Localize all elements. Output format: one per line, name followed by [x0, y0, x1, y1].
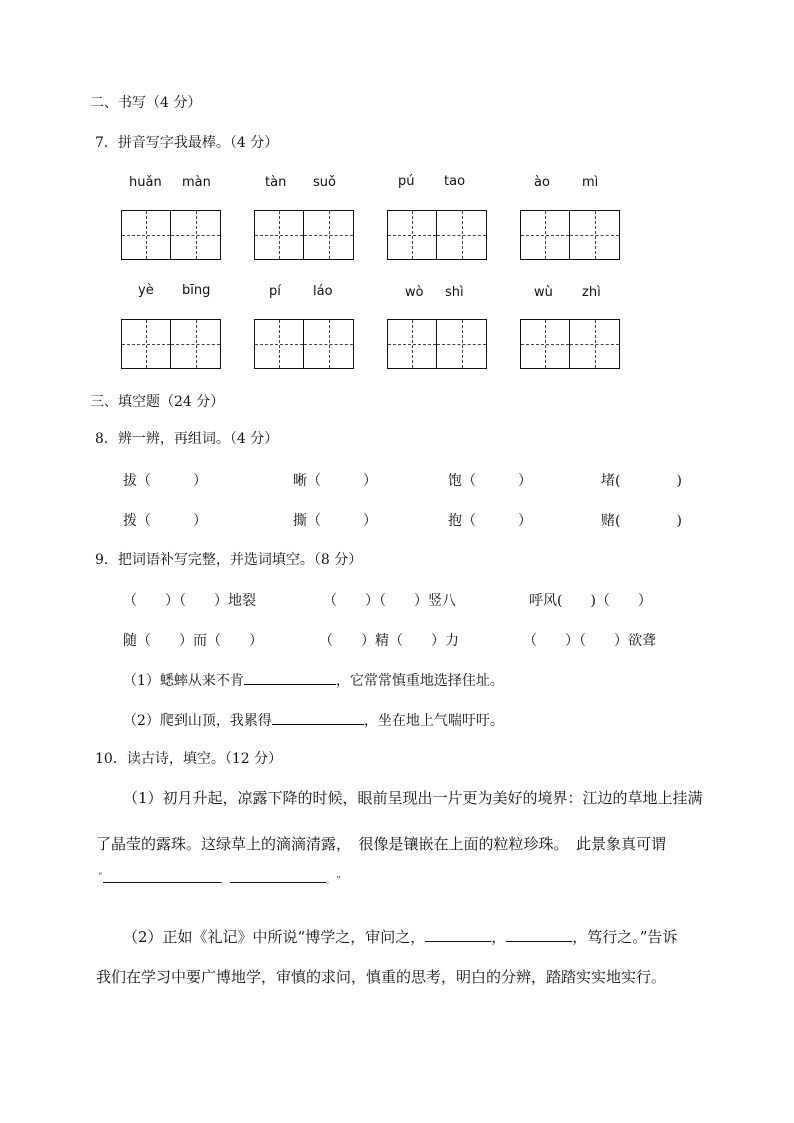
writing-cell[interactable] — [254, 319, 304, 369]
section-3-title: 三、填空题（24 分） — [90, 394, 225, 410]
writing-grid[interactable] — [387, 210, 487, 260]
q9-sentence-2-end: ，坐在地上气喘吁吁。 — [363, 713, 504, 729]
writing-grid[interactable] — [121, 210, 221, 260]
q9-sentence-2-start: （2）爬到山顶，我累得 — [123, 713, 272, 729]
q8-item[interactable]: 堵( ) — [601, 473, 682, 489]
q10-paragraph-1-line-2: 了晶莹的露珠。这绿草上的滴滴清露， 很像是镶嵌在上面的粒粒珍珠。 此景象真可谓 — [96, 835, 667, 853]
pinyin: shì — [445, 285, 464, 300]
writing-grid[interactable] — [387, 319, 487, 369]
writing-cell[interactable] — [171, 319, 221, 369]
pinyin: yè — [138, 283, 154, 298]
answer-blank[interactable] — [103, 872, 221, 883]
writing-grid[interactable] — [121, 319, 221, 369]
pinyin: tàn — [265, 175, 287, 190]
q9-sentence-1-start: （1）蟋蟀从来不肯 — [123, 673, 244, 689]
q8-item[interactable]: 抱（ ） — [448, 513, 532, 529]
section-2-title: 二、书写（4 分） — [90, 95, 202, 111]
q10-p2-start: （2）正如《礼记》中所说“博学之，审问之， — [123, 928, 426, 946]
pinyin: huǎn — [129, 175, 162, 190]
q8-item[interactable]: 饱（ ） — [448, 473, 532, 489]
q8-item[interactable]: 晰（ ） — [293, 473, 377, 489]
q9-sentence-1-end: ，它常常慎重地选择住址。 — [335, 673, 504, 689]
writing-cell[interactable] — [304, 210, 354, 260]
question-8-title: 8．辨一辨，再组词。（4 分） — [95, 431, 279, 447]
comma: ， — [220, 876, 230, 886]
pinyin: ào — [534, 175, 550, 190]
comma: ， — [491, 928, 507, 946]
q10-paragraph-1-line-3 — [98, 872, 347, 886]
answer-blank[interactable] — [272, 710, 364, 725]
q9-idiom[interactable]: （ ）（ ）地裂 — [123, 593, 256, 609]
writing-grid[interactable] — [254, 210, 354, 260]
writing-cell[interactable] — [121, 319, 171, 369]
q9-idiom[interactable]: （ ）（ ）竖八 — [323, 593, 456, 609]
pinyin: pú — [398, 174, 415, 189]
writing-cell[interactable] — [570, 210, 620, 260]
q8-item[interactable]: 撕（ ） — [293, 513, 377, 529]
pinyin: bīng — [182, 283, 211, 298]
writing-cell[interactable] — [387, 210, 437, 260]
pinyin: suǒ — [313, 175, 336, 190]
answer-blank[interactable] — [425, 927, 491, 942]
pinyin: pí — [269, 284, 281, 299]
question-10-title: 10．读古诗，填空。（12 分） — [95, 751, 283, 767]
open-quote: “ — [98, 872, 103, 882]
q8-item[interactable]: 赌( ) — [601, 513, 682, 529]
question-7-title: 7．拼音写字我最棒。（4 分） — [95, 135, 279, 151]
answer-blank[interactable] — [230, 872, 326, 883]
writing-grid[interactable] — [520, 319, 620, 369]
q10-paragraph-1-line-1: （1）初月升起，凉露下降的时候，眼前呈现出一片更为美好的境界：江边的草地上挂满 — [123, 789, 703, 807]
q8-item[interactable]: 拨（ ） — [123, 513, 207, 529]
pinyin: màn — [182, 175, 211, 190]
writing-cell[interactable] — [387, 319, 437, 369]
q10-paragraph-2-line-2: 我们在学习中要广博地学，审慎的求问，慎重的思考，明白的分辨，踏踏实实地实行。 — [96, 968, 667, 986]
writing-cell[interactable] — [520, 319, 570, 369]
q9-idiom[interactable]: 随（ ）而（ ） — [123, 633, 263, 649]
pinyin: wù — [534, 285, 553, 300]
pinyin: zhì — [582, 285, 601, 300]
answer-blank[interactable] — [506, 927, 572, 942]
writing-cell[interactable] — [254, 210, 304, 260]
q10-p2-end: ，笃行之。”告诉 — [572, 928, 678, 946]
pinyin: tao — [444, 174, 466, 189]
writing-cell[interactable] — [520, 210, 570, 260]
close-quote: 。” — [325, 876, 347, 886]
pinyin: láo — [313, 284, 333, 299]
q9-idiom[interactable]: （ ）（ ）欲聋 — [523, 633, 656, 649]
answer-blank[interactable] — [244, 670, 336, 685]
pinyin: mì — [582, 175, 599, 190]
question-9-title: 9．把词语补写完整，并选词填空。（8 分） — [95, 552, 363, 568]
writing-cell[interactable] — [437, 210, 487, 260]
writing-cell[interactable] — [171, 210, 221, 260]
q9-sentence-2 — [123, 710, 504, 730]
writing-grid[interactable] — [520, 210, 620, 260]
writing-grid[interactable] — [254, 319, 354, 369]
q8-item[interactable]: 拔（ ） — [123, 473, 207, 489]
pinyin: wò — [405, 285, 424, 300]
writing-cell[interactable] — [437, 319, 487, 369]
writing-cell[interactable] — [304, 319, 354, 369]
q10-paragraph-2-line-1 — [123, 926, 677, 947]
writing-cell[interactable] — [121, 210, 171, 260]
q9-sentence-1 — [123, 670, 504, 690]
writing-cell[interactable] — [570, 319, 620, 369]
q9-idiom[interactable]: （ ）精（ ）力 — [319, 633, 459, 649]
q9-idiom[interactable]: 呼风( )（ ） — [529, 593, 652, 609]
